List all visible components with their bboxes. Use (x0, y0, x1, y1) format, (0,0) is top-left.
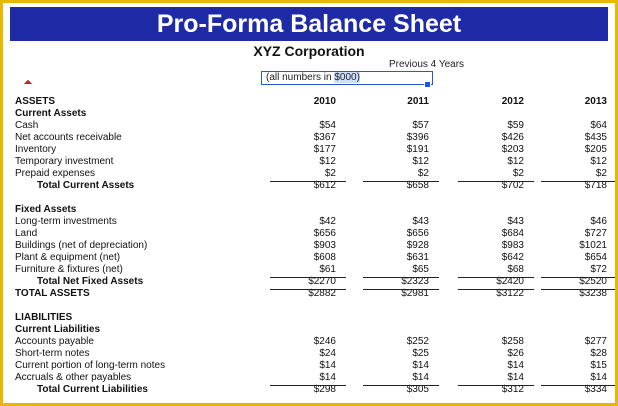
value-cell: $656 (406, 228, 429, 239)
row-label: Total Current Assets (37, 180, 135, 191)
value-cell: $654 (584, 252, 607, 263)
value-cell: $2 (324, 168, 336, 179)
value-cell: $2 (417, 168, 429, 179)
value-cell: $14 (507, 372, 524, 383)
value-cell: $642 (501, 252, 524, 263)
table-row (11, 348, 611, 360)
company-name: XYZ Corporation (253, 43, 365, 59)
row-label: Total Net Fixed Assets (37, 276, 144, 287)
numbers-note-prefix: (all numbers in (266, 72, 335, 83)
value-cell: $28 (590, 348, 607, 359)
total-underline (270, 385, 346, 386)
row-label: Total Current Liabilities (37, 384, 148, 395)
value-cell: $72 (590, 264, 607, 275)
total-underline (363, 289, 439, 290)
value-cell: $14 (507, 360, 524, 371)
table-row (11, 312, 611, 324)
value-cell: $12 (319, 156, 336, 167)
table-row (11, 264, 611, 276)
year-header: 2013 (584, 96, 607, 107)
value-cell: $57 (412, 120, 429, 131)
year-header: 2010 (313, 96, 336, 107)
value-cell: $59 (507, 120, 524, 131)
sheet-title: Pro-Forma Balance Sheet (10, 7, 608, 41)
value-cell: $334 (584, 384, 607, 395)
value-cell: $26 (507, 348, 524, 359)
value-cell: $252 (406, 336, 429, 347)
value-cell: $65 (412, 264, 429, 275)
value-cell: $15 (590, 360, 607, 371)
table-row (11, 216, 611, 228)
table-row (11, 336, 611, 348)
value-cell: $12 (590, 156, 607, 167)
value-cell: $684 (501, 228, 524, 239)
row-label: Long-term investments (15, 216, 117, 227)
value-cell: $14 (590, 372, 607, 383)
table-row (11, 168, 611, 180)
spacer-row (11, 192, 611, 204)
row-label: Inventory (15, 144, 57, 155)
value-cell: $258 (501, 336, 524, 347)
value-cell: $46 (590, 216, 607, 227)
total-underline (363, 181, 439, 182)
comment-marker-icon (24, 80, 32, 88)
fill-handle[interactable] (424, 81, 431, 88)
table-row (11, 120, 611, 132)
value-cell: $2 (595, 168, 607, 179)
table-row (11, 228, 611, 240)
value-cell: $12 (507, 156, 524, 167)
value-cell: $367 (313, 132, 336, 143)
value-cell: $14 (412, 360, 429, 371)
value-cell: $702 (501, 180, 524, 191)
total-underline (458, 277, 534, 278)
row-label: Land (15, 228, 38, 239)
row-label: LIABILITIES (15, 312, 73, 323)
row-label: Buildings (net of depreciation) (15, 240, 148, 251)
value-cell: $205 (584, 144, 607, 155)
value-cell: $14 (319, 372, 336, 383)
total-underline (458, 181, 534, 182)
value-cell: $177 (313, 144, 336, 155)
value-cell: $305 (406, 384, 429, 395)
value-cell: $612 (313, 180, 336, 191)
value-cell: $631 (406, 252, 429, 263)
value-cell: $928 (406, 240, 429, 251)
value-cell: $2 (512, 168, 524, 179)
value-cell: $68 (507, 264, 524, 275)
total-underline (270, 289, 346, 290)
value-cell: $727 (584, 228, 607, 239)
value-cell: $426 (501, 132, 524, 143)
value-cell: $396 (406, 132, 429, 143)
table-row (11, 108, 611, 120)
table-row (11, 372, 611, 384)
table-row (11, 204, 611, 216)
value-cell: $608 (313, 252, 336, 263)
row-label: Current Liabilities (15, 324, 101, 335)
total-underline (270, 277, 346, 278)
value-cell: $191 (406, 144, 429, 155)
row-label: Furniture & fixtures (net) (15, 264, 123, 275)
table-row (11, 144, 611, 156)
total-underline (363, 385, 439, 386)
value-cell: $1021 (579, 240, 607, 251)
table-row (11, 96, 611, 108)
row-label: Current Assets (15, 108, 87, 119)
total-underline (541, 277, 617, 278)
value-cell: $2323 (401, 276, 429, 287)
value-cell: $2420 (496, 276, 524, 287)
row-label: Short-term notes (15, 348, 90, 359)
numbers-note-selected-text: $000) (334, 72, 360, 83)
period-note: Previous 4 Years (389, 59, 465, 70)
value-cell: $61 (319, 264, 336, 275)
value-cell: $24 (319, 348, 336, 359)
row-label: Cash (15, 120, 39, 131)
value-cell: $43 (412, 216, 429, 227)
value-cell: $43 (507, 216, 524, 227)
total-underline (541, 181, 617, 182)
value-cell: $3238 (579, 288, 607, 299)
total-underline (541, 385, 617, 386)
row-label: Fixed Assets (15, 204, 77, 215)
table-row (11, 360, 611, 372)
value-cell: $203 (501, 144, 524, 155)
value-cell: $54 (319, 120, 336, 131)
value-cell: $25 (412, 348, 429, 359)
row-label: Accounts payable (15, 336, 94, 347)
value-cell: $312 (501, 384, 524, 395)
table-row (11, 132, 611, 144)
value-cell: $277 (584, 336, 607, 347)
value-cell: $246 (313, 336, 336, 347)
value-cell: $903 (313, 240, 336, 251)
row-label: Temporary investment (15, 156, 114, 167)
total-underline (541, 289, 617, 290)
total-underline (458, 385, 534, 386)
total-underline (363, 277, 439, 278)
value-cell: $983 (501, 240, 524, 251)
value-cell: $3122 (496, 288, 524, 299)
value-cell: $14 (319, 360, 336, 371)
row-label: Net accounts receivable (15, 132, 122, 143)
row-label: ASSETS (15, 96, 56, 107)
row-label: Accruals & other payables (15, 372, 132, 383)
table-row (11, 252, 611, 264)
year-header: 2012 (501, 96, 524, 107)
value-cell: $656 (313, 228, 336, 239)
value-cell: $2520 (579, 276, 607, 287)
numbers-note-cell[interactable] (261, 71, 433, 85)
value-cell: $435 (584, 132, 607, 143)
value-cell: $12 (412, 156, 429, 167)
value-cell: $658 (406, 180, 429, 191)
value-cell: $64 (590, 120, 607, 131)
value-cell: $2270 (308, 276, 336, 287)
total-underline (270, 181, 346, 182)
year-header: 2011 (407, 96, 429, 107)
row-label: Current portion of long-term notes (15, 360, 166, 371)
value-cell: $718 (584, 180, 607, 191)
value-cell: $2981 (401, 288, 429, 299)
spacer-row (11, 300, 611, 312)
value-cell: $298 (313, 384, 336, 395)
row-label: Prepaid expenses (15, 168, 96, 179)
table-row (11, 156, 611, 168)
row-label: Plant & equipment (net) (15, 252, 121, 263)
value-cell: $42 (319, 216, 336, 227)
row-label: TOTAL ASSETS (15, 288, 90, 299)
table-row (11, 324, 611, 336)
table-row (11, 240, 611, 252)
value-cell: $14 (412, 372, 429, 383)
value-cell: $2882 (308, 288, 336, 299)
total-underline (458, 289, 534, 290)
